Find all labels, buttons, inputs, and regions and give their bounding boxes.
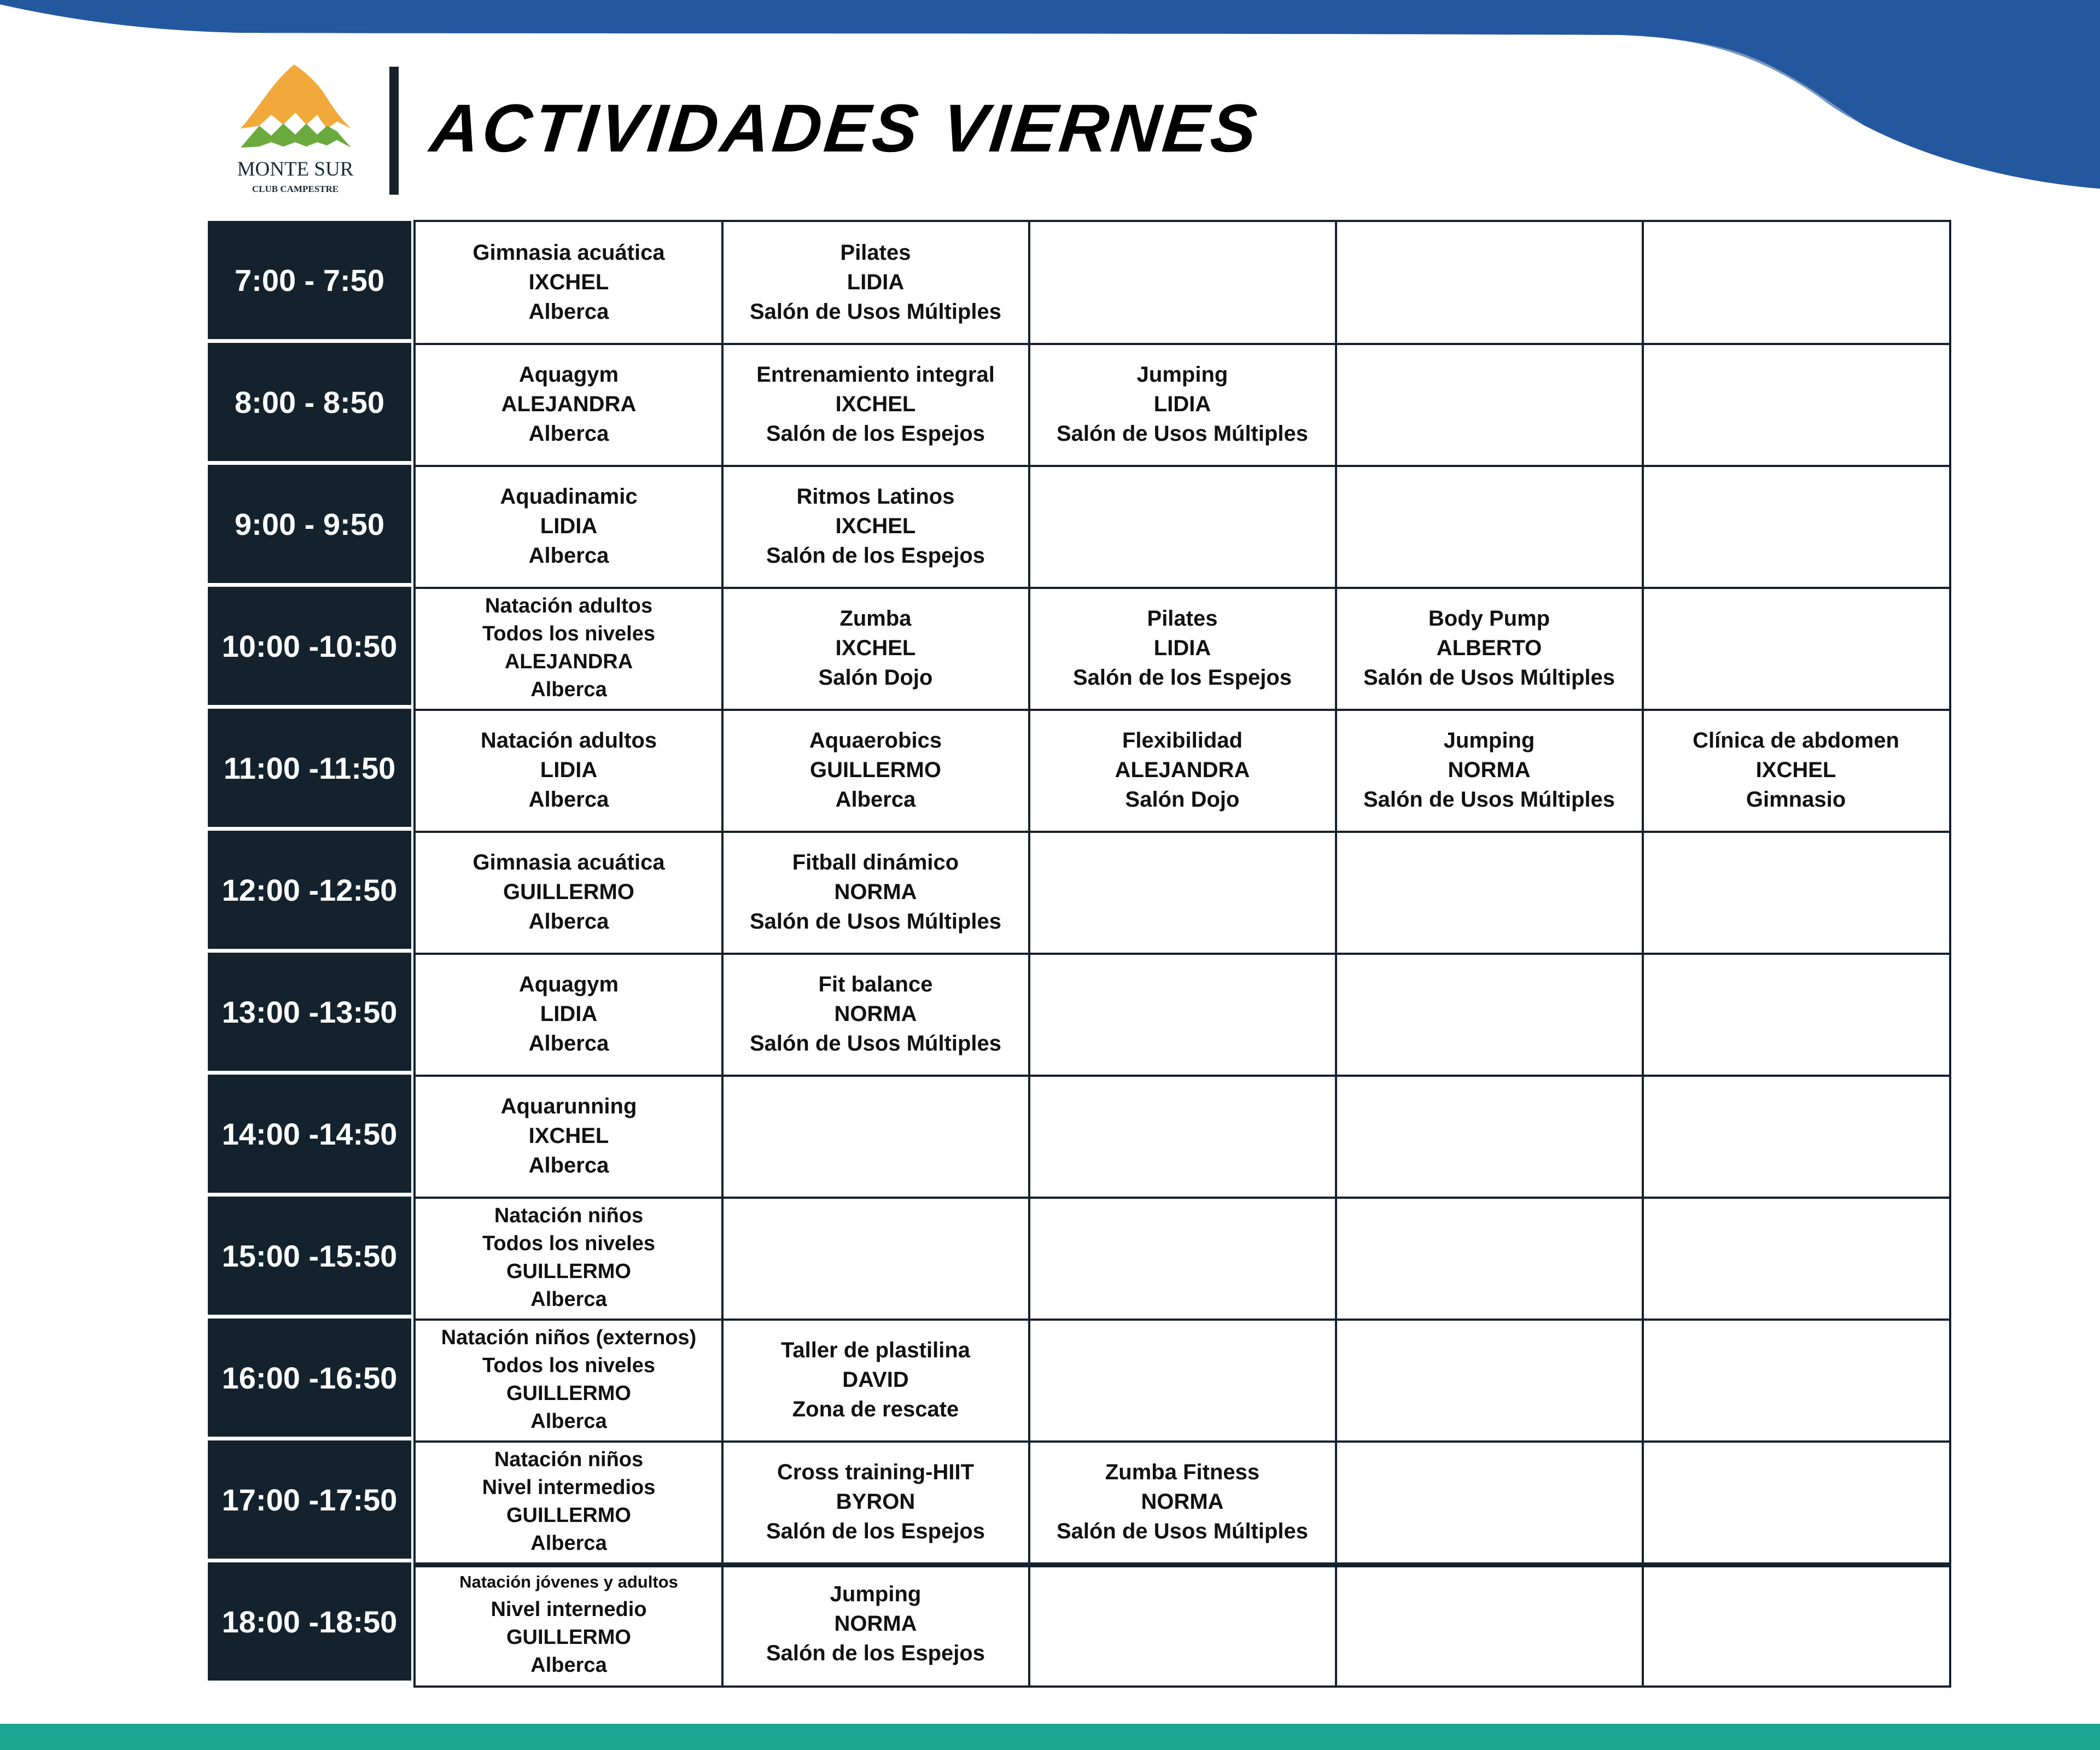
- activity-cell: [416, 1198, 722, 1318]
- time-slot: 17:00 -17:50: [208, 1440, 411, 1559]
- empty-cell: [1643, 344, 1949, 464]
- empty-cell: [722, 1076, 1029, 1196]
- empty-cell: [1643, 832, 1949, 952]
- activity-cell: [722, 954, 1029, 1074]
- activity-name: Pilates: [1147, 606, 1218, 631]
- activity-cell: [1336, 710, 1642, 830]
- instructor-name: ALEJANDRA: [501, 392, 637, 416]
- activity-cell: [416, 710, 722, 830]
- activity-name: Pilates: [840, 241, 911, 265]
- activity-location: Alberca: [528, 909, 609, 934]
- logo-subtitle: CLUB CAMPESTRE: [252, 184, 339, 194]
- activity-cell: [722, 832, 1029, 952]
- instructor-name: ALBERTO: [1436, 636, 1542, 660]
- activity-cell: [416, 588, 722, 708]
- instructor-name: NORMA: [834, 880, 917, 904]
- activity-location: Salón de los Espejos: [766, 544, 985, 568]
- instructor-name: DAVID: [842, 1368, 909, 1392]
- activity-cell: [416, 954, 722, 1074]
- instructor-name: LIDIA: [847, 270, 905, 294]
- instructor-name: LIDIA: [540, 758, 598, 782]
- activity-cell: [722, 1564, 1029, 1684]
- activity-name: Entrenamiento integral: [756, 363, 995, 387]
- instructor-name: GUILLERMO: [506, 1260, 631, 1283]
- time-slot: 7:00 - 7:50: [208, 221, 411, 339]
- activity-location: Alberca: [528, 422, 609, 446]
- activity-cell: [416, 1564, 722, 1684]
- activity-name: Natación adultos: [485, 594, 653, 617]
- activity-cell: [416, 344, 722, 464]
- instructor-name: LIDIA: [540, 1002, 598, 1026]
- instructor-name: NORMA: [834, 1002, 917, 1026]
- mountain-logo-icon: [235, 60, 355, 159]
- empty-cell: [1336, 1076, 1642, 1196]
- empty-cell: [1643, 1198, 1949, 1318]
- activity-name: Jumping: [1136, 363, 1228, 387]
- empty-cell: [1336, 222, 1642, 342]
- instructor-name: LIDIA: [1153, 392, 1211, 416]
- activity-name: Clínica de abdomen: [1693, 728, 1899, 752]
- activity-name: Natación niños (externos): [441, 1326, 697, 1349]
- empty-cell: [1643, 954, 1949, 1074]
- activity-name: Aquaerobics: [809, 728, 942, 752]
- activity-location: Alberca: [528, 300, 609, 324]
- empty-cell: [1643, 1564, 1949, 1684]
- activity-cell: [416, 1076, 722, 1196]
- page-title: ACTIVIDADES VIERNES: [427, 91, 1263, 166]
- activity-location: Salón de Usos Múltiples: [1363, 788, 1615, 812]
- activity-cell: [416, 222, 722, 342]
- activity-cell: [722, 1320, 1029, 1440]
- empty-cell: [1643, 1442, 1949, 1562]
- instructor-name: GUILLERMO: [506, 1382, 631, 1405]
- activity-name: Cross training-HIIT: [777, 1460, 975, 1484]
- instructor-name: IXCHEL: [528, 270, 609, 294]
- empty-cell: [1029, 222, 1335, 342]
- activity-name: Ritmos Latinos: [796, 485, 955, 509]
- instructor-name: LIDIA: [540, 514, 598, 538]
- activity-name: Zumba: [839, 606, 912, 631]
- time-slot: 15:00 -15:50: [208, 1197, 411, 1315]
- activity-location: Salón de Usos Múltiples: [1363, 666, 1615, 690]
- empty-cell: [1643, 466, 1949, 586]
- empty-cell: [1643, 1320, 1949, 1440]
- empty-cell: [1029, 466, 1335, 586]
- bottom-band: [0, 1724, 2100, 1750]
- instructor-name: GUILLERMO: [503, 880, 634, 904]
- activity-cell: [1029, 588, 1335, 708]
- activity-location: Alberca: [530, 1288, 607, 1311]
- activity-location: Salón de Usos Múltiples: [1056, 422, 1309, 446]
- activity-level: Todos los niveles: [482, 1354, 656, 1377]
- activity-cell: [1643, 710, 1949, 830]
- empty-cell: [1029, 954, 1335, 1074]
- activity-location: Salón Dojo: [1125, 788, 1240, 812]
- schedule-grid: [413, 220, 1951, 1688]
- activity-location: Alberca: [528, 1153, 609, 1177]
- instructor-name: NORMA: [1141, 1490, 1224, 1514]
- activity-location: Alberca: [528, 788, 609, 812]
- activity-location: Alberca: [530, 678, 607, 701]
- time-slot: 18:00 -18:50: [208, 1562, 411, 1681]
- empty-cell: [1029, 1564, 1335, 1684]
- activity-location: Alberca: [835, 788, 916, 812]
- activity-name: Gimnasia acuática: [472, 241, 665, 265]
- activity-name: Aquagym: [518, 363, 619, 387]
- empty-cell: [1336, 832, 1642, 952]
- instructor-name: BYRON: [836, 1490, 915, 1514]
- activity-cell: [722, 222, 1029, 342]
- time-slot: 16:00 -16:50: [208, 1319, 411, 1437]
- activity-cell: [1029, 344, 1335, 464]
- instructor-name: NORMA: [1448, 758, 1531, 782]
- activity-location: Alberca: [530, 1654, 607, 1677]
- activity-name: Aquarunning: [500, 1094, 637, 1118]
- activity-name: Body Pump: [1428, 606, 1550, 631]
- time-slot: 14:00 -14:50: [208, 1075, 411, 1193]
- empty-cell: [1029, 1076, 1335, 1196]
- time-slot: 9:00 - 9:50: [208, 465, 411, 583]
- activity-name: Zumba Fitness: [1105, 1460, 1260, 1484]
- empty-cell: [1336, 1564, 1642, 1684]
- activity-name: Fit balance: [818, 972, 933, 996]
- activity-cell: [722, 344, 1029, 464]
- empty-cell: [1336, 1320, 1642, 1440]
- club-logo: [230, 60, 361, 200]
- activity-location: Gimnasio: [1746, 788, 1846, 812]
- instructor-name: IXCHEL: [835, 514, 916, 538]
- activity-name: Flexibilidad: [1122, 728, 1243, 752]
- instructor-name: IXCHEL: [1755, 758, 1836, 782]
- empty-cell: [1029, 832, 1335, 952]
- instructor-name: GUILLERMO: [506, 1626, 631, 1649]
- time-slot-column: [208, 220, 411, 1683]
- instructor-name: GUILLERMO: [810, 758, 941, 782]
- time-slot: 8:00 - 8:50: [208, 343, 411, 461]
- activity-level: Todos los niveles: [482, 622, 656, 645]
- activity-name: Natación adultos: [480, 728, 657, 752]
- empty-cell: [1336, 344, 1642, 464]
- activity-cell: [722, 466, 1029, 586]
- activity-name: Aquadinamic: [500, 485, 638, 509]
- empty-cell: [1643, 1076, 1949, 1196]
- activity-cell: [416, 1320, 722, 1440]
- activity-location: Zona de rescate: [792, 1397, 959, 1421]
- empty-cell: [1336, 1198, 1642, 1318]
- activity-location: Salón de los Espejos: [766, 422, 985, 446]
- activity-location: Alberca: [530, 1532, 607, 1555]
- activity-location: Salón de Usos Múltiples: [1056, 1519, 1309, 1543]
- activity-name: Fitball dinámico: [792, 850, 959, 874]
- instructor-name: GUILLERMO: [506, 1504, 631, 1527]
- empty-cell: [1643, 222, 1949, 342]
- activity-location: Salón de los Espejos: [766, 1519, 985, 1543]
- activity-location: Salón Dojo: [818, 666, 933, 690]
- activity-name: Natación niños: [494, 1204, 644, 1227]
- instructor-name: ALEJANDRA: [504, 650, 633, 673]
- activity-name: Jumping: [830, 1582, 921, 1606]
- activity-name: Aquagym: [518, 972, 619, 996]
- empty-cell: [722, 1198, 1029, 1318]
- instructor-name: ALEJANDRA: [1115, 758, 1250, 782]
- empty-cell: [1336, 954, 1642, 1074]
- activity-level: Todos los niveles: [482, 1232, 656, 1255]
- activity-location: Salón de los Espejos: [766, 1641, 985, 1665]
- activity-cell: [1029, 710, 1335, 830]
- activity-name: Gimnasia acuática: [472, 850, 665, 874]
- activity-cell: [722, 710, 1029, 830]
- activity-name: Natación niños: [494, 1448, 644, 1471]
- time-slot: 10:00 -10:50: [208, 587, 411, 705]
- activity-location: Alberca: [528, 1031, 609, 1055]
- instructor-name: NORMA: [834, 1612, 917, 1636]
- activity-cell: [1336, 588, 1642, 708]
- activity-cell: [416, 466, 722, 586]
- time-slot: 12:00 -12:50: [208, 831, 411, 949]
- empty-cell: [1643, 588, 1949, 708]
- instructor-name: IXCHEL: [528, 1124, 609, 1148]
- time-slot: 13:00 -13:50: [208, 953, 411, 1071]
- activity-name: Natación jóvenes y adultos: [459, 1572, 678, 1591]
- activity-location: Salón de Usos Múltiples: [749, 909, 1002, 934]
- empty-cell: [1336, 466, 1642, 586]
- logo-name: MONTE SUR: [237, 158, 354, 180]
- activity-location: Salón de Usos Múltiples: [749, 300, 1002, 324]
- instructor-name: LIDIA: [1153, 636, 1211, 660]
- activity-name: Taller de plastilina: [780, 1338, 971, 1362]
- activity-location: Alberca: [530, 1410, 607, 1433]
- instructor-name: IXCHEL: [835, 392, 916, 416]
- activity-level: Nivel intermedios: [482, 1476, 656, 1499]
- empty-cell: [1336, 1442, 1642, 1562]
- activity-location: Salón de Usos Múltiples: [749, 1031, 1002, 1055]
- activity-cell: [416, 832, 722, 952]
- activity-location: Alberca: [528, 544, 609, 568]
- title-divider: [389, 67, 399, 195]
- activity-location: Salón de los Espejos: [1072, 666, 1292, 690]
- empty-cell: [1029, 1198, 1335, 1318]
- activity-cell: [722, 1442, 1029, 1562]
- activity-name: Jumping: [1443, 728, 1535, 752]
- activity-cell: [416, 1442, 722, 1562]
- time-slot: 11:00 -11:50: [208, 709, 411, 827]
- instructor-name: IXCHEL: [835, 636, 916, 660]
- activity-cell: [1029, 1442, 1335, 1562]
- activity-cell: [722, 588, 1029, 708]
- empty-cell: [1029, 1320, 1335, 1440]
- activity-level: Nivel internedio: [491, 1598, 647, 1621]
